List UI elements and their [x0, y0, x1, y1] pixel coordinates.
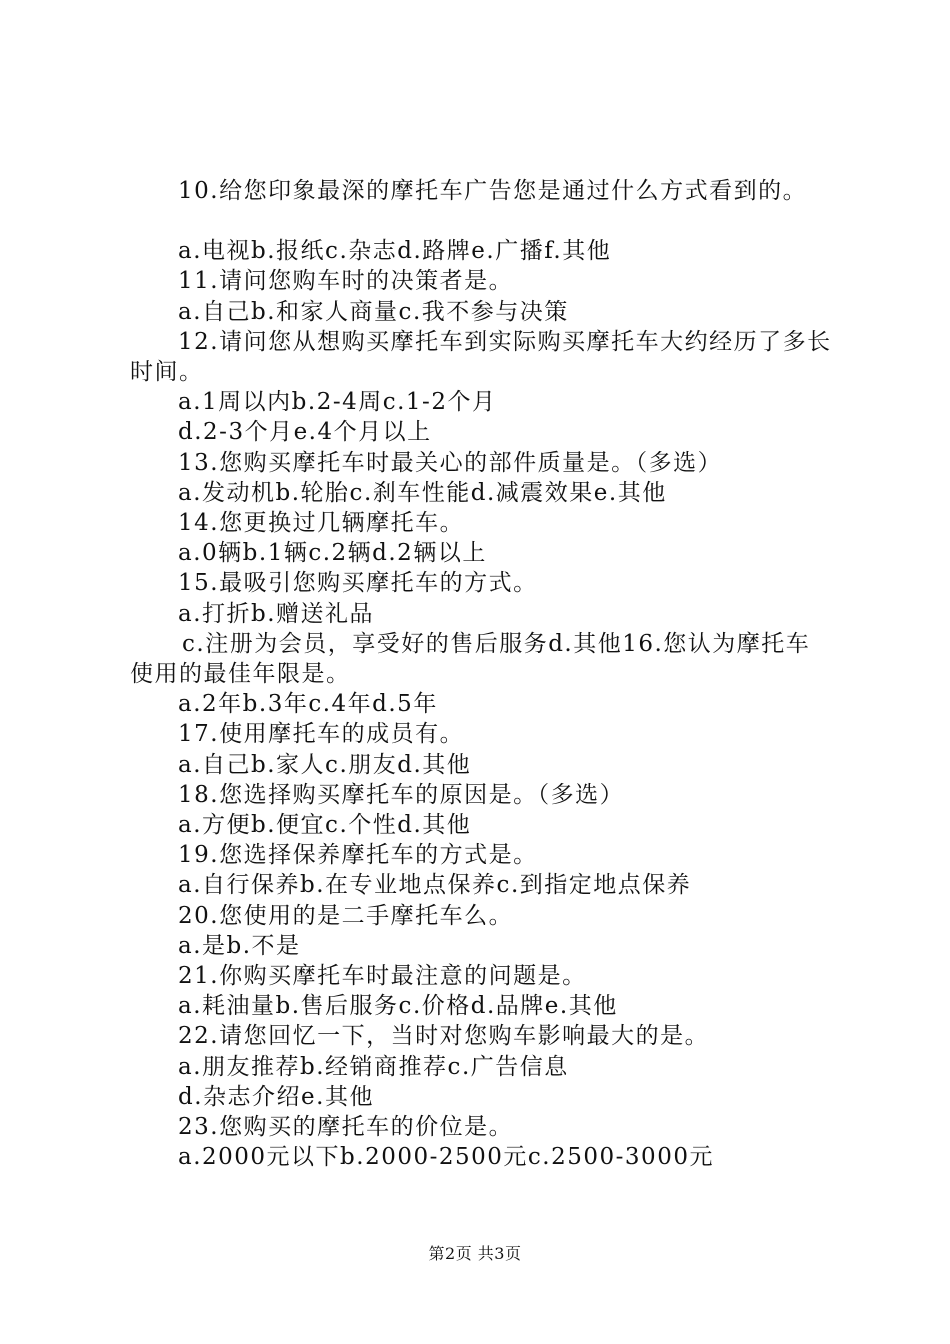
question-12: 12.请问您从想购买摩托车到实际购买摩托车大约经历了多长时间。 — [130, 328, 832, 386]
answer-options-22-a: a.朋友推荐b.经销商推荐c.广告信息 — [178, 1053, 569, 1080]
answer-options-23: a.2000元以下b.2000-2500元c.2500-3000元 — [178, 1144, 714, 1171]
answer-options-19: a.自行保养b.在专业地点保养c.到指定地点保养 — [178, 872, 692, 899]
questionnaire-body — [130, 176, 832, 1173]
answer-options-12-a: a.1周以内b.2-4周c.1-2个月 — [178, 389, 497, 416]
question-20: 20.您使用的是二手摩托车么。 — [178, 902, 514, 929]
question-21: 21.你购买摩托车时最注意的问题是。 — [178, 963, 587, 990]
question-22: 22.请您回忆一下，当时对您购车影响最大的是。 — [178, 1023, 710, 1050]
answer-options-12-b: d.2-3个月e.4个月以上 — [178, 419, 432, 446]
answer-options-17: a.自己b.家人c.朋友d.其他 — [178, 751, 472, 778]
question-19: 19.您选择保养摩托车的方式是。 — [178, 842, 538, 869]
question-10: 10.给您印象最深的摩托车广告您是通过什么方式看到的。 — [178, 178, 808, 204]
answer-options-10: a.电视b.报纸c.杂志d.路牌e.广播f.其他 — [178, 238, 612, 265]
answer-options-20: a.是b.不是 — [178, 932, 301, 959]
question-18: 18.您选择购买摩托车的原因是。（多选） — [178, 781, 625, 808]
question-14: 14.您更换过几辆摩托车。 — [178, 510, 465, 537]
answer-options-16: a.2年b.3年c.4年d.5年 — [178, 691, 438, 718]
page-number-footer: 第2页 共3页 — [428, 1244, 522, 1263]
answer-options-13: a.发动机b.轮胎c.刹车性能d.减震效果e.其他 — [178, 479, 667, 506]
question-23: 23.您购买的摩托车的价位是。 — [178, 1114, 514, 1141]
question-15: 15.最吸引您购买摩托车的方式。 — [178, 570, 538, 597]
question-17: 17.使用摩托车的成员有。 — [178, 721, 465, 748]
answer-options-21: a.耗油量b.售后服务c.价格d.品牌e.其他 — [178, 993, 618, 1020]
answer-options-18: a.方便b.便宜c.个性d.其他 — [178, 812, 472, 839]
answer-options-14: a.0辆b.1辆c.2辆d.2辆以上 — [178, 540, 487, 567]
answer-options-11: a.自己b.和家人商量c.我不参与决策 — [178, 298, 569, 325]
question-11: 11.请问您购车时的决策者是。 — [178, 268, 514, 295]
answer-options-15-a: a.打折b.赠送礼品 — [178, 600, 375, 627]
answer-options-22-b: d.杂志介绍e.其他 — [178, 1083, 374, 1110]
question-13: 13.您购买摩托车时最关心的部件质量是。（多选） — [178, 449, 723, 476]
answer-options-15-b-question-16: c.注册为会员，享受好的售后服务d.其他16.您认为摩托车使用的最佳年限是。 — [130, 630, 811, 688]
